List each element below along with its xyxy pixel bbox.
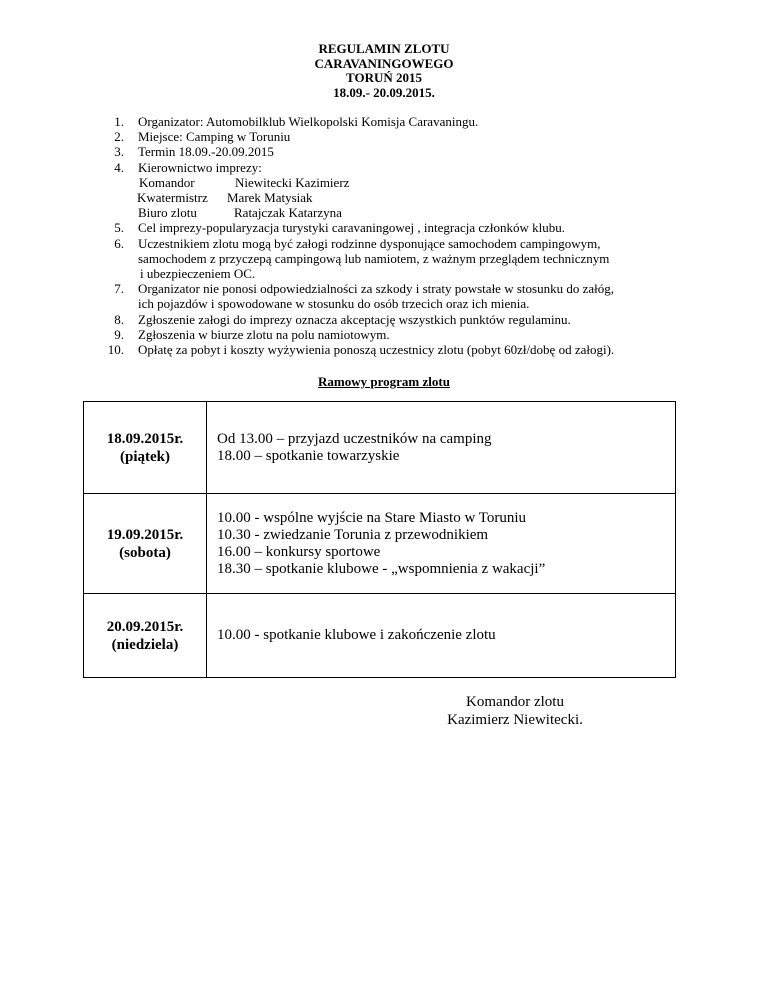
rule-text: Uczestnikiem zlotu mogą być załogi rodzinne dysponujące samochodem campingowym, (138, 235, 601, 251)
rule-text: Organizator nie ponosi odpowiedzialności za szkody i straty powstałe w stosunku do załóg, (138, 281, 614, 297)
rule-continuation: samochodem z przyczepą campingową lub namiotem, z ważnym przeglądem technicznym (138, 250, 610, 266)
rule-number: 1. (114, 114, 124, 129)
rule-text: Miejsce: Camping w Toruniu (138, 129, 291, 145)
staff-role: Kwatermistrz (137, 190, 208, 206)
rule-text: Organizator: Automobilklub Wielkopolski Komisja Caravaningu. (138, 114, 479, 129)
staff-role: Biuro zlotu (138, 205, 197, 221)
title-line: REGULAMIN ZLOTU (318, 41, 450, 56)
rule-item (100, 312, 614, 327)
rule-number: 6. (114, 235, 124, 251)
staff-row (100, 175, 614, 190)
day-date: 20.09.2015r. (106, 618, 184, 635)
schedule-item: 10.00 - wspólne wyjście na Stare Miasto w Toruniu (217, 509, 527, 526)
day-weekday: (piątek) (120, 448, 170, 465)
rule-text: Zgłoszenie załogi do imprezy oznacza akceptację wszystkich punktów regulaminu. (138, 311, 571, 327)
staff-row (100, 190, 614, 205)
rule-number: 8. (114, 311, 124, 327)
rule-number: 2. (114, 129, 124, 145)
day-weekday: (sobota) (119, 544, 171, 561)
schedule-item: 18.00 – spotkanie towarzyskie (217, 447, 400, 464)
day-schedule-cell (207, 594, 676, 678)
rule-item (100, 220, 614, 235)
day-date-cell (84, 594, 207, 678)
day-date: 19.09.2015r. (106, 526, 184, 543)
rules-list (100, 114, 614, 357)
rule-number: 4. (114, 159, 124, 175)
table-row (84, 402, 676, 494)
rule-number: 7. (114, 281, 124, 297)
signature-role: Komandor zlotu (466, 694, 564, 710)
rule-continuation: ich pojazdów i spowodowane w stosunku do osób trzecich oraz ich mienia. (138, 296, 530, 312)
staff-name: Ratajczak Katarzyna (234, 205, 342, 221)
schedule-item: 18.30 – spotkanie klubowe - „wspomnienia z wakacji” (217, 560, 546, 577)
rule-text: Zgłoszenia w biurze zlotu na polu namiotowym. (138, 326, 390, 342)
rule-number: 9. (114, 326, 124, 342)
program-title: Ramowy program zlotu (318, 374, 450, 389)
rule-item (100, 129, 614, 144)
table-row (84, 494, 676, 594)
rule-item (100, 327, 614, 342)
title-line: TORUŃ 2015 (346, 70, 422, 85)
rule-item (100, 281, 614, 296)
document-title (0, 42, 768, 100)
rule-text: Kierownictwo imprezy: (138, 159, 262, 175)
title-dates: 18.09.- 20.09.2015. (333, 84, 435, 100)
day-weekday: (niedziela) (111, 636, 179, 653)
rule-item (100, 160, 614, 175)
table-row (84, 594, 676, 678)
signature-name: Kazimierz Niewitecki. (447, 712, 583, 728)
rule-continuation: i ubezpieczeniem OC. (140, 266, 256, 282)
program-table (83, 401, 676, 678)
day-schedule-cell (207, 494, 676, 594)
day-date: 18.09.2015r. (106, 430, 184, 447)
rule-number: 5. (114, 220, 124, 236)
rule-number: 3. (114, 144, 124, 160)
rule-text: Cel imprezy-popularyzacja turystyki caravaningowej , integracja członków klubu. (138, 220, 566, 236)
rule-item (100, 236, 614, 251)
signature-block (0, 693, 768, 729)
schedule-item: 10.30 - zwiedzanie Torunia z przewodnikiem (217, 526, 489, 543)
day-schedule-cell (207, 402, 676, 494)
schedule-item: Od 13.00 – przyjazd uczestników na camping (217, 430, 492, 447)
rule-number: 10. (107, 342, 124, 358)
rule-item (100, 144, 614, 159)
schedule-item: 10.00 - spotkanie klubowe i zakończenie zlotu (217, 627, 496, 643)
rule-text: Opłatę za pobyt i koszty wyżywienia ponoszą uczestnicy zlotu (pobyt 60zł/dobę od załogi). (138, 342, 615, 358)
rule-item (100, 114, 614, 129)
rule-item (100, 342, 614, 357)
schedule-item: 16.00 – konkursy sportowe (217, 543, 381, 560)
staff-role: Komandor (139, 174, 195, 190)
staff-name: Marek Matysiak (227, 190, 313, 206)
day-date-cell (84, 494, 207, 594)
staff-name: Niewitecki Kazimierz (235, 174, 350, 190)
day-date-cell (84, 402, 207, 494)
title-line: CARAVANINGOWEGO (314, 55, 454, 71)
staff-row (100, 205, 614, 220)
rule-text: Termin 18.09.-20.09.2015 (138, 144, 274, 160)
